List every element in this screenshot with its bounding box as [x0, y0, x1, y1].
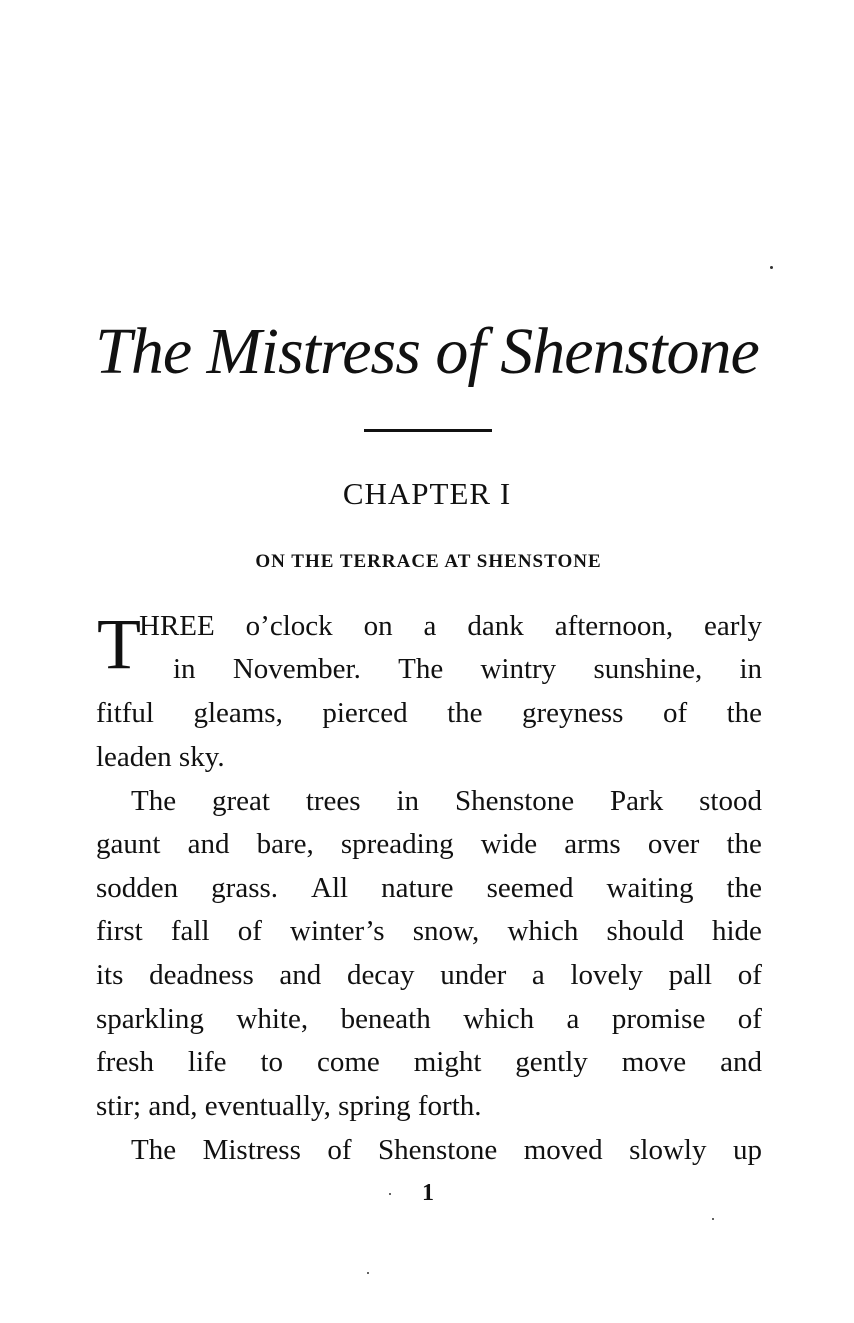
word: Shenstone	[378, 1134, 498, 1166]
drop-cap: T	[97, 604, 141, 684]
word: in	[739, 653, 762, 685]
page-number: 1	[422, 1180, 434, 1206]
word: sodden	[96, 872, 179, 904]
word: life	[187, 1046, 227, 1078]
word: which	[463, 1003, 535, 1035]
word: a	[423, 610, 437, 642]
word: up	[732, 1134, 762, 1166]
word: white,	[236, 1003, 309, 1035]
word: The	[131, 1134, 177, 1166]
word: Shenstone	[454, 785, 575, 817]
text-line	[173, 647, 762, 691]
word: of	[662, 697, 688, 729]
word: trees	[305, 785, 361, 817]
word: All	[311, 872, 349, 904]
word: Park	[610, 785, 664, 817]
word: in	[396, 785, 420, 817]
print-speck	[389, 1193, 391, 1195]
text-line	[96, 866, 762, 910]
word: a	[566, 1003, 580, 1035]
text-line	[96, 1040, 762, 1084]
word: the	[726, 872, 762, 904]
word: winter’s	[290, 915, 385, 947]
word: might	[413, 1046, 482, 1078]
word: early	[704, 610, 762, 642]
word: over	[647, 828, 700, 860]
word: The	[398, 653, 444, 685]
word: seemed	[486, 872, 574, 904]
word: leaden sky.	[96, 741, 225, 773]
word: pall	[668, 959, 713, 991]
word: under	[440, 959, 507, 991]
text-line	[139, 604, 762, 648]
word: hide	[711, 915, 762, 947]
print-speck	[770, 266, 773, 269]
word: gaunt	[96, 828, 161, 860]
text-line	[96, 691, 762, 735]
word: slowly	[629, 1134, 707, 1166]
word: lovely	[570, 959, 643, 991]
word: and	[187, 828, 230, 860]
word: November.	[232, 653, 361, 685]
word: The	[131, 785, 177, 817]
book-title: The Mistress of Shenstone	[95, 315, 759, 388]
word: great	[211, 785, 270, 817]
word: sparkling	[96, 1003, 204, 1035]
word: its	[96, 959, 124, 991]
word: and	[720, 1046, 762, 1078]
word: waiting	[606, 872, 694, 904]
word: grass.	[211, 872, 279, 904]
text-line	[96, 953, 762, 997]
word: Mistress	[202, 1134, 301, 1166]
word: come	[316, 1046, 380, 1078]
word: and	[279, 959, 322, 991]
word: of	[737, 959, 762, 991]
word: the	[726, 697, 762, 729]
word: spreading	[340, 828, 454, 860]
title-rule	[364, 429, 492, 432]
text-line	[96, 997, 762, 1041]
word: a	[531, 959, 545, 991]
print-speck	[367, 1272, 369, 1274]
word: move	[621, 1046, 687, 1078]
word: on	[363, 610, 393, 642]
word: stood	[699, 785, 762, 817]
word: arms	[564, 828, 621, 860]
chapter-subtitle: ON THE TERRACE AT SHENSTONE	[255, 551, 602, 572]
word: to	[260, 1046, 284, 1078]
word: snow,	[412, 915, 480, 947]
word: the	[447, 697, 483, 729]
word: greyness	[522, 697, 624, 729]
word: of	[327, 1134, 352, 1166]
word: HREE	[139, 610, 215, 642]
word: fall	[170, 915, 210, 947]
word: wintry	[480, 653, 557, 685]
word: stir; and, eventually, spring forth.	[96, 1090, 482, 1122]
word: moved	[523, 1134, 603, 1166]
text-line	[131, 1128, 762, 1172]
chapter-heading: CHAPTER I	[342, 476, 512, 511]
word: afternoon,	[554, 610, 674, 642]
word: should	[606, 915, 684, 947]
text-line	[96, 735, 225, 779]
word: decay	[346, 959, 415, 991]
text-line	[96, 1084, 482, 1128]
word: pierced	[322, 697, 408, 729]
text-line	[131, 779, 762, 823]
word: the	[726, 828, 762, 860]
word: dank	[467, 610, 524, 642]
word: fitful	[96, 697, 154, 729]
word: gently	[515, 1046, 588, 1078]
print-speck	[712, 1218, 714, 1220]
text-line	[96, 822, 762, 866]
text-line	[96, 909, 762, 953]
word: of	[237, 915, 262, 947]
word: o’clock	[245, 610, 333, 642]
word: wide	[480, 828, 538, 860]
word: which	[507, 915, 579, 947]
word: deadness	[149, 959, 254, 991]
word: promise	[611, 1003, 706, 1035]
word: fresh	[96, 1046, 154, 1078]
word: bare,	[256, 828, 314, 860]
word: sunshine,	[593, 653, 703, 685]
word: of	[737, 1003, 762, 1035]
word: in	[173, 653, 196, 685]
word: first	[96, 915, 143, 947]
word: beneath	[340, 1003, 431, 1035]
word: nature	[381, 872, 454, 904]
word: gleams,	[193, 697, 283, 729]
